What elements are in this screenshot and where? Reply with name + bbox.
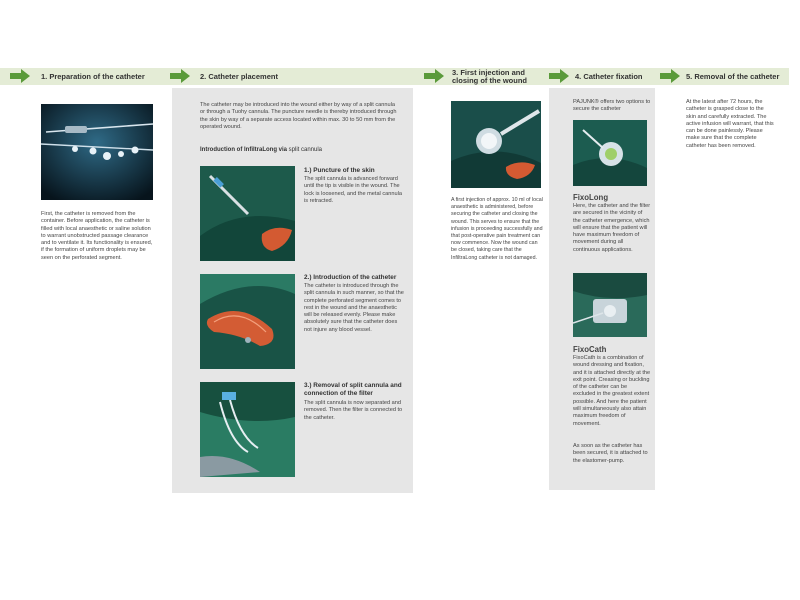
step-2-subhead: Introduction of InfiltraLong via split cannula [200, 147, 323, 153]
sub3-title: 3.) Removal of split cannula and connection of the filter [304, 382, 402, 397]
step-5-text: At the latest after 72 hours, the catheter is grasped close to the skin and carefully extracted. The active infusion will warrant, that this can be done painlessly. Please make sure that the complete catheter has been removed. [686, 99, 774, 149]
step-4-outro: As soon as the catheter has been secured, it is attached to the elastomer-pump. [573, 443, 648, 464]
fixolong-photo [573, 120, 647, 186]
step-2-intro: The catheter may be introduced into the wound either by way of a split cannula or through a Tuohy cannula. The puncture needle is thereby introduced through the skin by way of a separate access located within max. 30 to 50 mm from the operated wound. [200, 102, 397, 130]
sub1-title: 1.) Puncture of the skin [304, 167, 375, 174]
sub3-text: The split cannula is now separated and removed. Then the filter is connected to the catheter. [304, 400, 403, 421]
step-2-title: 2. Catheter placement [200, 72, 278, 81]
fixocath-photo [573, 273, 647, 337]
catheter-droplets-photo [41, 104, 153, 200]
filter-connection-photo [200, 382, 295, 477]
sub2-title: 2.) Introduction of the catheter [304, 274, 397, 281]
step-1-text: First, the catheter is removed from the container. Before application, the catheter is filled with local anaesthetic or saline solution to warrant unobstructed passage clearance and to ventilate it. Its functionality is ensured, if the formation of uniform droplets may be seen on the perforated segment. [41, 211, 153, 261]
step-4-title: 4. Catheter fixation [575, 72, 643, 81]
fixocath-text: FixoCath is a combination of wound dressing and fixation, and it is attached directly at the exit point. Creasing or buckling of the catheter can be excluded in the greatest extent possible. And here the patient will simultaneously also attain maximum freedom of movement. [573, 355, 651, 427]
arrow-right-icon [549, 69, 569, 83]
sub1-text: The split cannula is advanced forward until the tip is visible in the wound. The lock is loosened, and the metal cannula is retracted. [304, 176, 402, 204]
step-4-intro: PAJUNK® offers two options to secure the catheter [573, 99, 651, 113]
step-3-title: 3. First injection and closing of the wound [452, 68, 527, 85]
arrow-right-icon [660, 69, 680, 83]
arrow-right-icon [170, 69, 190, 83]
catheter-introduction-photo [200, 274, 295, 369]
first-injection-photo [451, 101, 541, 188]
arrow-right-icon [10, 69, 30, 83]
arrow-right-icon [424, 69, 444, 83]
step-1-title: 1. Preparation of the catheter [41, 72, 145, 81]
fixocath-title: FixoCath [573, 345, 607, 354]
skin-puncture-photo [200, 166, 295, 261]
step-5-title: 5. Removal of the catheter [686, 72, 780, 81]
step-3-text: A first injection of approx. 10 ml of local anaesthetic is administered, before securing the catheter and closing the wound. This serves to ensure that the infusion is proceeding successfully and that post-operative pain treatment can now commence. Now the wound can be closed, taking care that the InfiltraLong catheter is not damaged. [451, 197, 543, 261]
fixolong-text: Here, the catheter and the filter are secured in the vicinity of the catheter emergence, which will ensure that the patient will have maximum freedom of movement during all continuous applications. [573, 203, 651, 253]
sub2-text: The catheter is introduced through the split cannula in such manner, so that the complete perforated segment comes to rest in the wound and the anaesthetic will be released evenly. Please make absolutely sure that the catheter does not injure any blood vessel. [304, 283, 404, 333]
fixolong-title: FixoLong [573, 193, 609, 202]
